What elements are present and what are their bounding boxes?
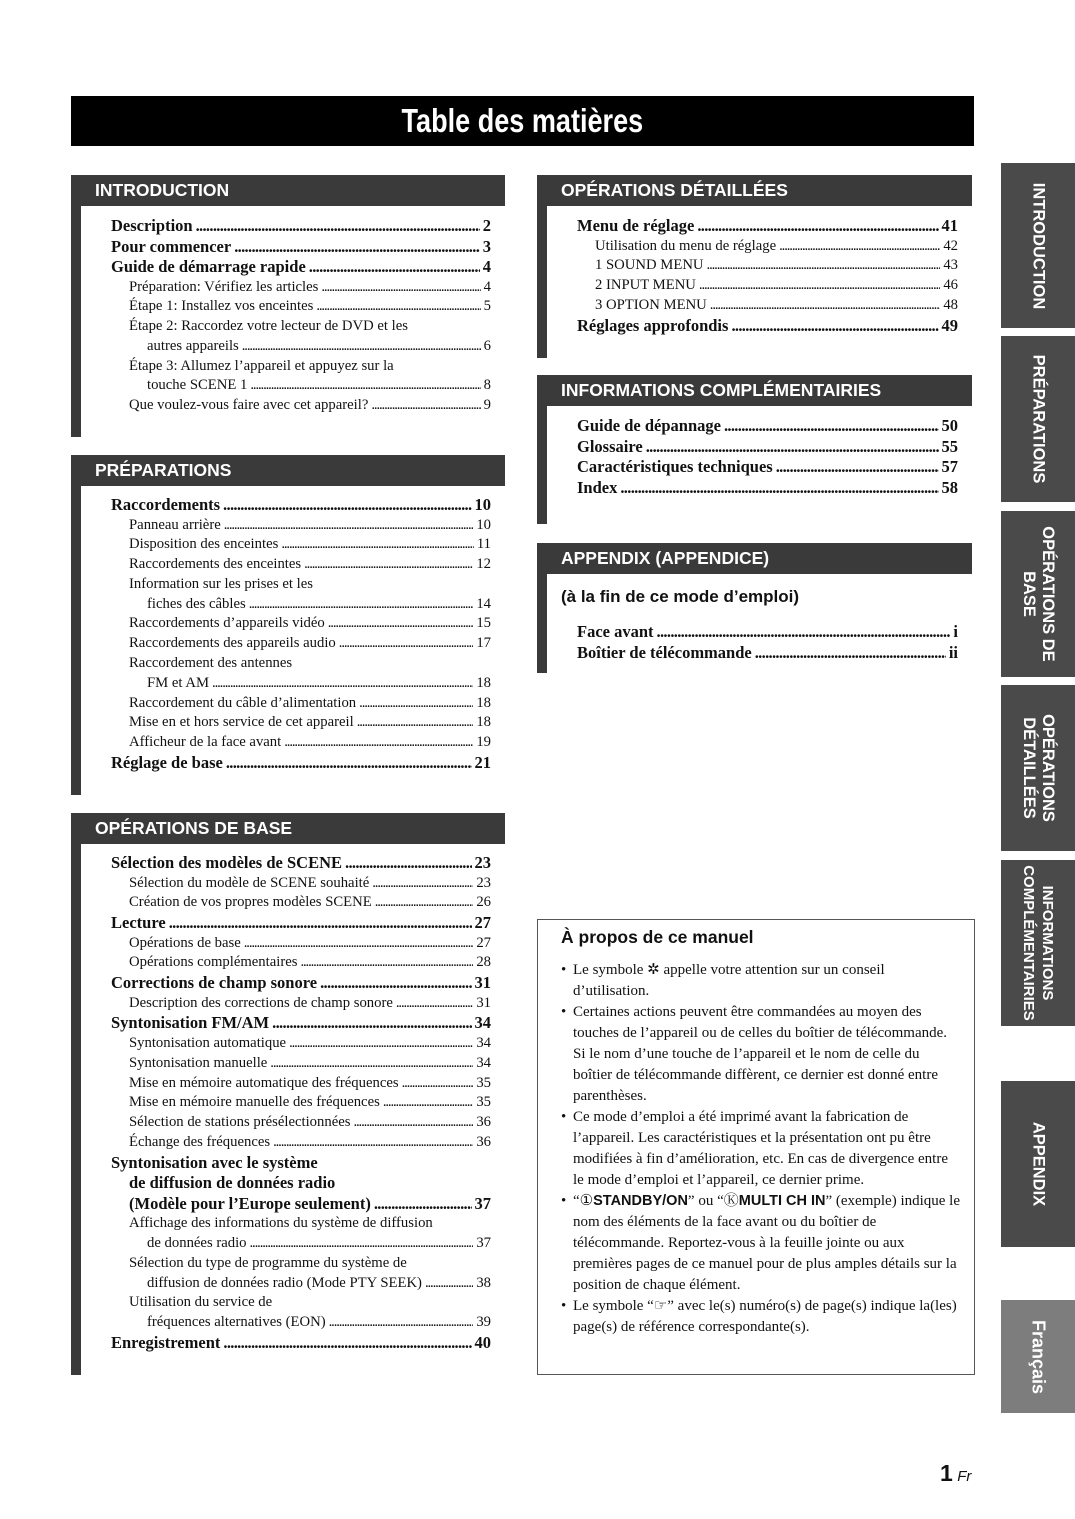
tip-icon: ✲ <box>647 962 660 978</box>
section-heading: PRÉPARATIONS <box>71 455 505 486</box>
toc-entry[interactable]: Description des corrections de champ sonore . . . 31 <box>111 994 491 1014</box>
section-informations <box>537 375 972 524</box>
side-tab-appendix[interactable]: APPENDIX <box>1001 1081 1075 1247</box>
about-list <box>538 960 974 1338</box>
toc-entry[interactable]: Opérations de base . . . 27 <box>111 934 491 954</box>
toc-entry[interactable]: Préparation: Vérifiez les articles . . . 4 <box>111 278 491 298</box>
about-manual-box <box>537 919 975 1375</box>
toc-entry[interactable]: Glossaire . . . 55 <box>577 437 958 458</box>
key-letter-icon: Ⓚ <box>723 1193 739 1209</box>
toc-entry[interactable]: Corrections de champ sonore . . . 31 <box>111 973 491 994</box>
section-heading: INTRODUCTION <box>71 175 505 206</box>
toc-entry[interactable]: Syntonisation manuelle . . . 34 <box>111 1054 491 1074</box>
about-item: • Certaines actions peuvent être commandées au moyen des touches de l’appareil ou de celles du boîtier de télécommande. Si le nom d’une touche de l’appareil et le nom de celle du boîtier de télécommande diffèrent, ce dernier est donné entre parenthèses. <box>561 1002 960 1107</box>
toc-entry-line: Syntonisation avec le système <box>111 1152 318 1172</box>
toc-entry[interactable]: Panneau arrière . . . 10 <box>111 516 491 536</box>
toc-entry[interactable]: Lecture . . . 27 <box>111 913 491 934</box>
key-number-icon: ① <box>579 1193 594 1209</box>
side-tab-operations-detaillees[interactable]: OPÉRATIONS DÉTAILLÉES <box>1001 685 1075 851</box>
toc-entry[interactable]: Utilisation du menu de réglage . . . 42 <box>577 237 958 257</box>
toc-entry[interactable]: fiches des câbles . . . 14 <box>111 595 491 615</box>
section-heading: OPÉRATIONS DÉTAILLÉES <box>537 175 972 206</box>
toc-entry[interactable]: (Modèle pour l’Europe seulement) . . . 37 <box>111 1194 491 1215</box>
toc-entry[interactable]: 2 INPUT MENU . . . 46 <box>577 276 958 296</box>
toc-entry[interactable]: Menu de réglage . . . 41 <box>577 216 958 237</box>
toc-entry[interactable]: Création de vos propres modèles SCENE . . . 26 <box>111 893 491 913</box>
toc-entry-line: de diffusion de données radio <box>129 1173 336 1193</box>
section-introduction <box>71 175 505 437</box>
side-tab-informations[interactable]: INFORMATIONS COMPLÉMENTAIRIES <box>1001 860 1075 1026</box>
section-heading: APPENDIX (APPENDICE) <box>537 543 972 574</box>
toc-entry[interactable]: Sélection du modèle de SCENE souhaité . . . 23 <box>111 874 491 894</box>
toc-entry[interactable]: Disposition des enceintes . . . 11 <box>111 535 491 555</box>
toc-entry-line: Utilisation du service de <box>129 1294 273 1311</box>
about-item: • Ce mode d’emploi a été imprimé avant la fabrication de l’appareil. Les caractéristiques et la présentation ont pu être modifiées à fin d’amélioration, etc. En cas de divergence entre le mode d’emploi et l’appareil, ce dernier prime. <box>561 1107 960 1191</box>
about-item: • Le symbole “☞” avec le(s) numéro(s) de page(s) indique la(les) page(s) de référence correspondante(s). <box>561 1296 960 1338</box>
toc-entry[interactable]: 1 SOUND MENU . . . 43 <box>577 256 958 276</box>
toc-entry[interactable]: Syntonisation FM/AM . . . 34 <box>111 1013 491 1034</box>
toc-entry[interactable]: Raccordements des enceintes . . . 12 <box>111 555 491 575</box>
key-multi-ch-in: MULTI CH IN <box>738 1193 826 1209</box>
toc-entry[interactable]: FM et AM . . . 18 <box>111 674 491 694</box>
section-appendix <box>537 543 972 673</box>
about-heading: À propos de ce manuel <box>561 927 754 947</box>
toc-entry[interactable]: Pour commencer . . . 3 <box>111 237 491 258</box>
toc-entry[interactable]: Raccordement du câble d’alimentation . . . 18 <box>111 694 491 714</box>
section-operations-de-base <box>71 813 505 1375</box>
toc-entry[interactable]: Guide de démarrage rapide . . . 4 <box>111 257 491 278</box>
section-heading: OPÉRATIONS DE BASE <box>71 813 505 844</box>
page-title: Table des matières <box>71 96 974 146</box>
section-heading: INFORMATIONS COMPLÉMENTAIRIES <box>537 375 972 406</box>
toc-entry[interactable]: Que voulez-vous faire avec cet appareil? . . . 9 <box>111 396 491 416</box>
side-tab-introduction[interactable]: INTRODUCTION <box>1001 163 1075 328</box>
side-tab-preparations[interactable]: PRÉPARATIONS <box>1001 336 1075 502</box>
toc-entry[interactable]: Index . . . 58 <box>577 478 958 499</box>
toc-entry[interactable]: Étape 1: Installez vos enceintes . . . 5 <box>111 297 491 317</box>
toc-entry[interactable]: Caractéristiques techniques . . . 57 <box>577 457 958 478</box>
toc-entry[interactable]: Opérations complémentaires . . . 28 <box>111 953 491 973</box>
side-tab-operations-de-base[interactable]: OPÉRATIONS DE BASE <box>1001 511 1075 677</box>
toc-entry-line: Information sur les prises et les <box>129 575 313 592</box>
toc-entry[interactable]: Enregistrement . . . 40 <box>111 1333 491 1354</box>
toc-entry[interactable]: fréquences alternatives (EON) . . . 39 <box>111 1313 491 1333</box>
toc-entry[interactable]: Mise en mémoire manuelle des fréquences . . . 35 <box>111 1093 491 1113</box>
toc-entry[interactable]: Sélection de stations présélectionnées . . . 36 <box>111 1113 491 1133</box>
toc-entry[interactable]: Guide de dépannage . . . 50 <box>577 416 958 437</box>
side-tab-language[interactable]: Français <box>1001 1300 1075 1413</box>
toc-entry[interactable]: Échange des fréquences . . . 36 <box>111 1133 491 1153</box>
toc-entry-line: Affichage des informations du système de diffusion <box>129 1215 433 1232</box>
toc-entry[interactable]: touche SCENE 1 . . . 8 <box>111 376 491 396</box>
toc-entry[interactable]: 3 OPTION MENU . . . 48 <box>577 296 958 316</box>
toc-entry-line: Étape 2: Raccordez votre lecteur de DVD et les <box>129 318 408 335</box>
toc-entry[interactable]: diffusion de données radio (Mode PTY SEEK) . . . 38 <box>111 1274 491 1294</box>
appendix-subheading: (à la fin de ce mode d’emploi) <box>561 587 800 606</box>
toc-entry[interactable]: Afficheur de la face avant . . . 19 <box>111 733 491 753</box>
toc-entry[interactable]: de données radio . . . 37 <box>111 1234 491 1254</box>
toc-entry[interactable]: Raccordements d’appareils vidéo . . . 15 <box>111 614 491 634</box>
toc-entry[interactable]: Raccordements . . . 10 <box>111 495 491 516</box>
toc-entry[interactable]: Réglages approfondis . . . 49 <box>577 316 958 337</box>
toc-entry[interactable]: Mise en mémoire automatique des fréquences . . . 35 <box>111 1074 491 1094</box>
toc-entry[interactable]: Syntonisation automatique . . . 34 <box>111 1034 491 1054</box>
section-preparations <box>71 455 505 795</box>
page-number: 1 Fr <box>940 1460 972 1486</box>
key-standby-on: STANDBY/ON <box>593 1193 688 1209</box>
toc-entry-line: Sélection du type de programme du système de <box>129 1254 407 1271</box>
toc-entry[interactable]: Raccordements des appareils audio . . . 17 <box>111 634 491 654</box>
toc-entry-line: Raccordement des antennes <box>129 655 293 672</box>
toc-entry[interactable]: Face avant . . . i <box>577 622 958 643</box>
toc-entry-line: Étape 3: Allumez l’appareil et appuyez sur la <box>129 357 394 374</box>
about-item: • Le symbole ✲ appelle votre attention sur un conseil d’utilisation. <box>561 960 960 1002</box>
page-ref-icon: ☞ <box>653 1298 668 1314</box>
toc-entry[interactable]: Mise en et hors service de cet appareil . . . 18 <box>111 713 491 733</box>
toc-entry[interactable]: autres appareils . . . 6 <box>111 337 491 357</box>
toc-entry[interactable]: Boîtier de télécommande . . . ii <box>577 643 958 664</box>
section-operations-detaillees <box>537 175 972 358</box>
toc-entry[interactable]: Description . . . 2 <box>111 216 491 237</box>
toc-entry[interactable]: Sélection des modèles de SCENE . . . 23 <box>111 853 491 874</box>
about-item: • “①STANDBY/ON” ou “ⓀMULTI CH IN” (exemple) indique le nom des éléments de la face avant ou du boîtier de télécommande. Reportez-vous à la feuille jointe ou aux premières pages de ce manuel pour de plus amples détails sur la position de chaque élément. <box>561 1191 960 1296</box>
toc-entry[interactable]: Réglage de base . . . 21 <box>111 753 491 774</box>
